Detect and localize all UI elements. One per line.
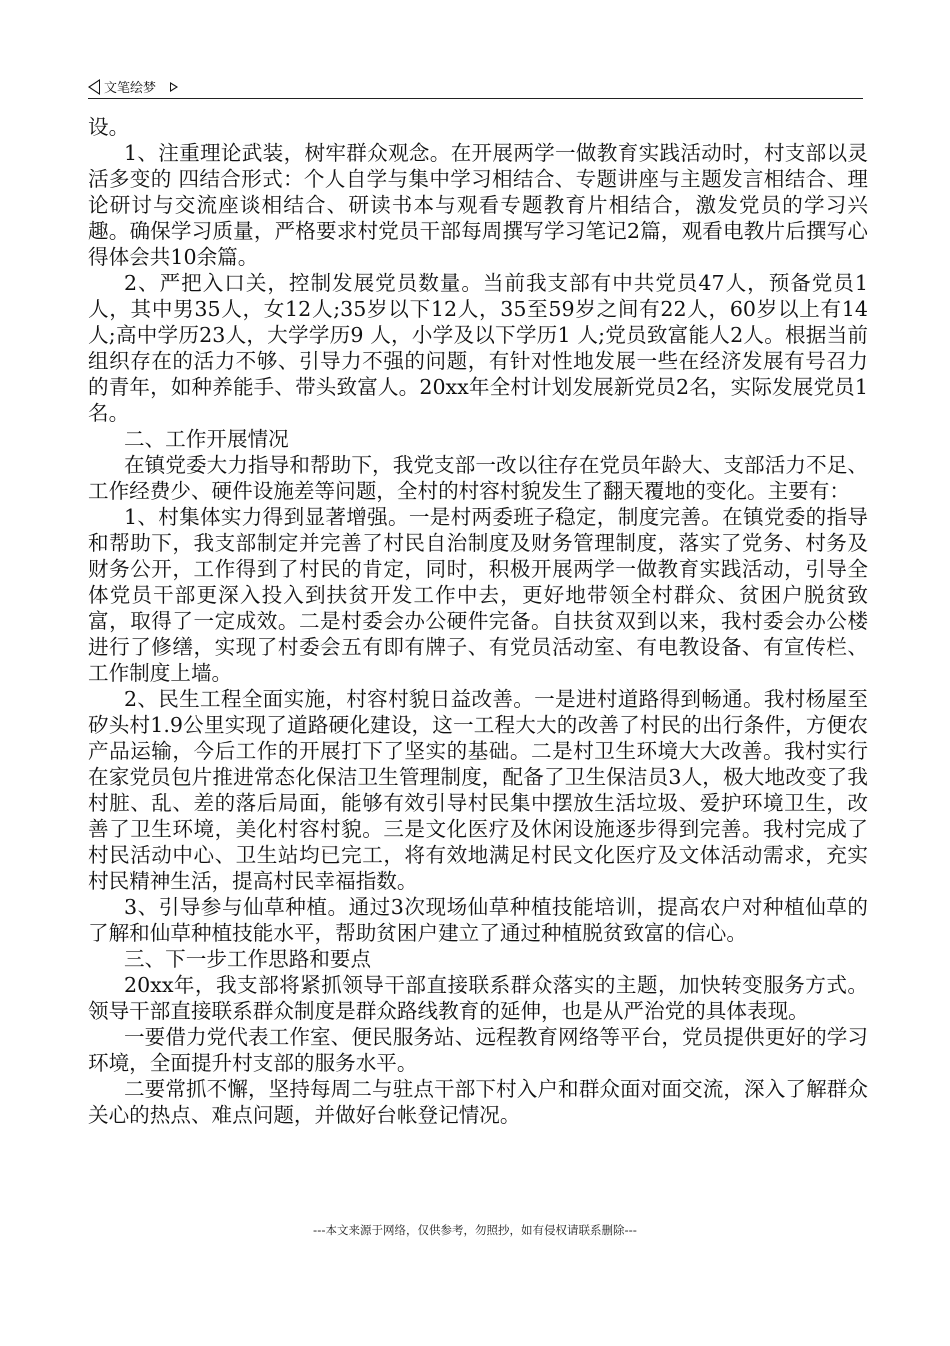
footer-notice: ---本文来源于网络，仅供参考，勿照抄，如有侵权请联系删除---: [313, 1223, 637, 1237]
triangle-right-icon: [170, 82, 178, 92]
header-brand-group: [88, 77, 178, 96]
paragraph: 在镇党委大力指导和帮助下，我党支部一改以往存在党员年龄大、支部活力不足、工作经费少、硬件设施差等问题，全村的村容村貌发生了翻天覆地的变化。主要有：: [88, 453, 868, 503]
paragraph: 3、引导参与仙草种植。通过3次现场仙草种植技能培训，提高农户对种植仙草的了解和仙草种植技能水平，帮助贫困户建立了通过种植脱贫致富的信心。: [88, 895, 868, 945]
paragraph: 三、下一步工作思路和要点: [124, 947, 372, 971]
paragraph: 二、工作开展情况: [124, 427, 289, 451]
document-body: [88, 114, 868, 1128]
paragraph: 1、村集体实力得到显著增强。一是村两委班子稳定，制度完善。在镇党委的指导和帮助下，我支部制定并完善了村民自治制度及财务管理制度，落实了党务、村务及财务公开，工作得到了村民的肯定，同时，积极开展两学一做教育实践活动，引导全体党员干部更深入投入到扶贫开发工作中去，更好地带领全村群众、贫困户脱贫致富，取得了一定成效。二是村委会办公硬件完备。自扶贫双到以来，我村委会办公楼进行了修缮，实现了村委会五有即有牌子、有党员活动室、有电教设备、有宣传栏、工作制度上墙。: [88, 505, 868, 685]
paragraph: 设。: [88, 115, 130, 139]
paragraph: 1、注重理论武装，树牢群众观念。在开展两学一做教育实践活动时，村支部以灵活多变的 四结合形式：个人自学与集中学习相结合、专题讲座与主题发言相结合、理论研讨与交流座谈相结合、研读书本与观看专题教育片相结合，激发党员的学习兴趣。确保学习质量，严格要求村党员干部每周撰写学习笔记2篇，观看电教片后撰写心得体会共10余篇。: [88, 141, 868, 269]
page-header: [88, 74, 863, 99]
paragraph: 一要借力党代表工作室、便民服务站、远程教育网络等平台，党员提供更好的学习环境，全面提升村支部的服务水平。: [88, 1025, 868, 1075]
triangle-left-icon: [88, 79, 100, 95]
header-brand: 文笔绘梦: [104, 81, 157, 96]
paragraph: 20xx年，我支部将紧抓领导干部直接联系群众落实的主题，加快转变服务方式。领导干部直接联系群众制度是群众路线教育的延伸，也是从严治党的具体表现。: [88, 973, 868, 1023]
paragraph: 二要常抓不懈，坚持每周二与驻点干部下村入户和群众面对面交流，深入了解群众关心的热点、难点问题，并做好台帐登记情况。: [88, 1077, 868, 1127]
paragraph: 2、民生工程全面实施，村容村貌日益改善。一是进村道路得到畅通。我村杨屋至矽头村1.9公里实现了道路硬化建设，这一工程大大的改善了村民的出行条件，方便农产品运输，今后工作的开展打下了坚实的基础。二是村卫生环境大大改善。我村实行在家党员包片推进常态化保洁卫生管理制度，配备了卫生保洁员3人，极大地改变了我村脏、乱、差的落后局面，能够有效引导村民集中摆放生活垃圾、爱护环境卫生，改善了卫生环境，美化村容村貌。三是文化医疗及休闲设施逐步得到完善。我村完成了村民活动中心、卫生站均已完工，将有效地满足村民文化医疗及文体活动需求，充实村民精神生活，提高村民幸福指数。: [88, 687, 868, 893]
paragraph: 2、严把入口关，控制发展党员数量。当前我支部有中共党员47人，预备党员1人，其中男35人，女12人;35岁以下12人，35至59岁之间有22人，60岁以上有14人;高中学历23人，大学学历9 人，小学及以下学历1 人;党员致富能人2人。根据当前组织存在的活力不够、引导力不强的问题，有针对性地发展一些在经济发展有号召力的青年，如种养能手、带头致富人。20xx年全村计划发展新党员2名，实际发展党员1名。: [88, 271, 868, 425]
